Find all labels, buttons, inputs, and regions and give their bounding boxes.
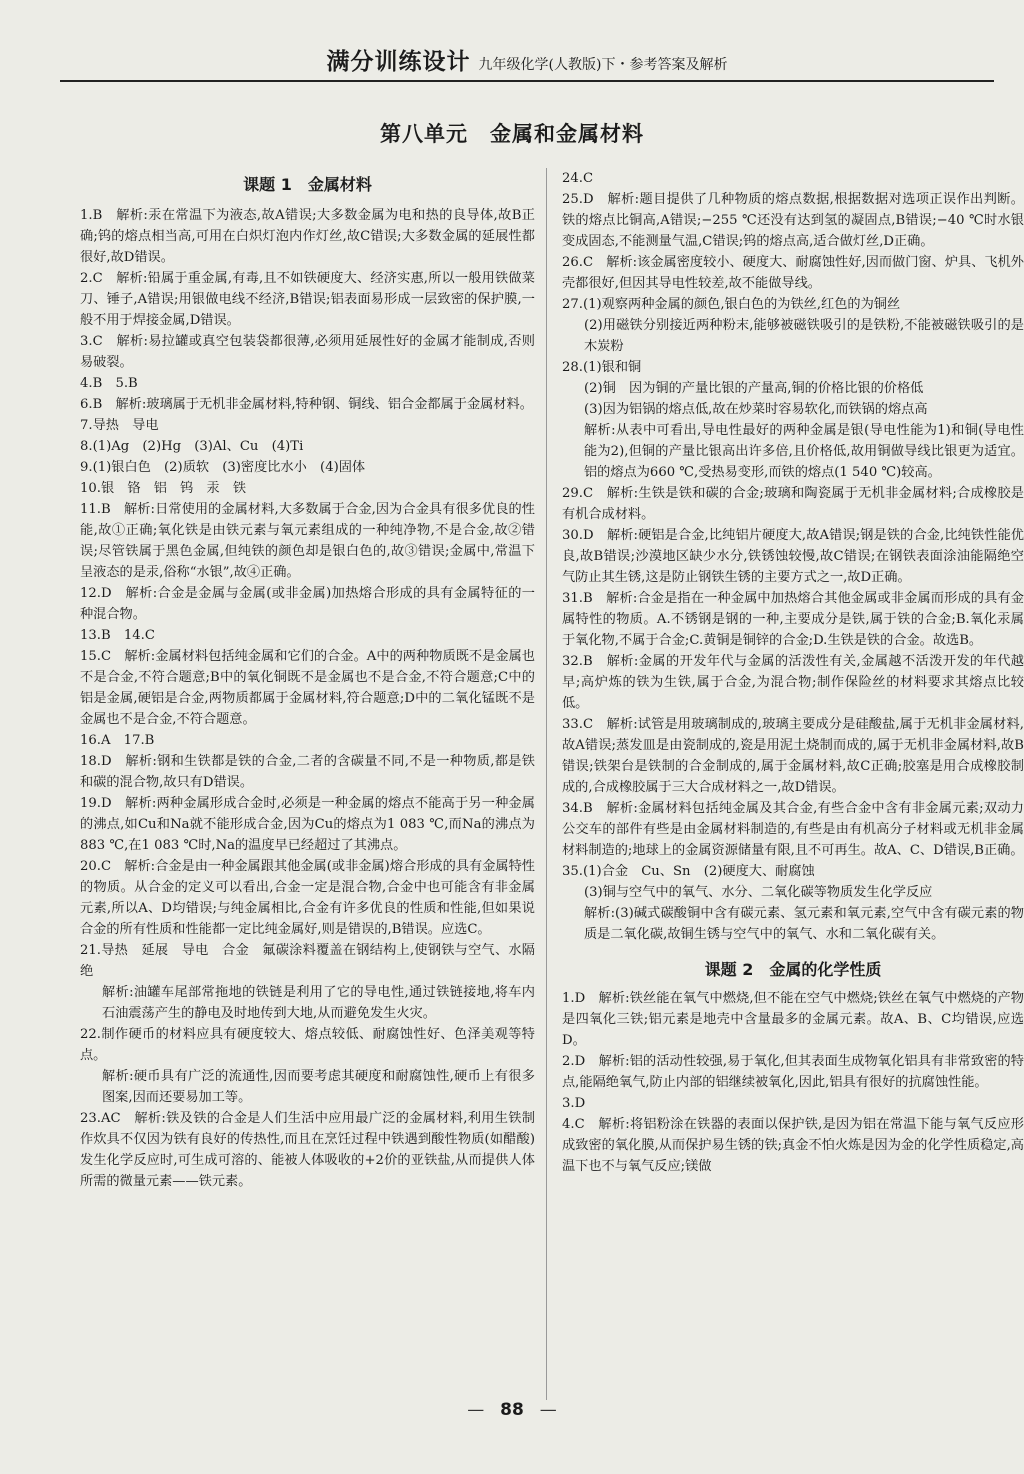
answer-item: 6.B 解析:玻璃属于无机非金属材料,特种钢、铜线、铝合金都属于金属材料。: [80, 397, 533, 412]
answer-item: 16.A 17.B: [80, 733, 155, 748]
answer-item: 2.D 解析:铝的活动性较强,易于氧化,但其表面生成物氧化铝具有非常致密的特点,能隔绝氧气,防止内部的铝继续被氧化,因此,铝具有很好的抗腐蚀性能。: [562, 1054, 1024, 1090]
answer-item: 35.(1)合金 Cu、Sn (2)硬度大、耐腐蚀: [562, 864, 815, 879]
answer-item: 4.C 解析:将铝粉涂在铁器的表面以保护铁,是因为铝在常温下能与氧气反应形成致密的氧化膜,从而保护易生锈的铁;真金不怕火炼是因为金的化学性质稳定,高温下也不与氧气反应;镁做: [562, 1117, 1024, 1174]
answer-item: 8.(1)Ag (2)Hg (3)Al、Cu (4)Ti: [80, 439, 304, 454]
right-column: [562, 168, 1024, 1177]
answer-explanation: 解析:(3)碱式碳酸铜中含有碳元素、氢元素和氧元素,空气中含有碳元素的物质是二氧化碳,故铜生锈与空气中的氧气、水和二氧化碳有关。: [584, 906, 1024, 942]
left-column: [80, 168, 535, 1192]
answer-explanation: 解析:硬币具有广泛的流通性,因而要考虑其硬度和耐腐蚀性,硬币上有很多图案,因而还要易加工等。: [102, 1069, 535, 1105]
answer-subpart: (2)用磁铁分别接近两种粉末,能够被磁铁吸引的是铁粉,不能被磁铁吸引的是木炭粉: [584, 318, 1024, 354]
answer-item: 1.B 解析:汞在常温下为液态,故A错误;大多数金属为电和热的良导体,故B正确;钨的熔点相当高,可用在白炽灯泡内作灯丝,故C错误;大多数金属的延展性都很好,故D错误。: [80, 208, 535, 265]
answer-item: 9.(1)银白色 (2)质软 (3)密度比水小 (4)固体: [80, 460, 366, 475]
answer-item: 1.D 解析:铁丝能在氧气中燃烧,但不能在空气中燃烧;铁丝在氧气中燃烧的产物是四氧化三铁;铝元素是地壳中含量最多的金属元素。故A、B、C均错误,应选D。: [562, 991, 1024, 1048]
answer-item: 32.B 解析:金属的开发年代与金属的活泼性有关,金属越不活泼开发的年代越早;高炉炼的铁为生铁,属于合金,为混合物;制作保险丝的材料要求其熔点比较低。: [562, 654, 1024, 711]
answer-item: 33.C 解析:试管是用玻璃制成的,玻璃主要成分是硅酸盐,属于无机非金属材料,故A错误;蒸发皿是由瓷制成的,瓷是用泥土烧制而成的,属于无机非金属材料,故B错误;铁架台是铁制的合金制成的,属于金属材料,故C正确;胶塞是用合成橡胶制成的,合成橡胶属于三大合成材料之一,故D错误。: [562, 717, 1024, 795]
lesson-title-2: 课题 2 金属的化学性质: [704, 960, 882, 979]
answer-item: 2.C 解析:铅属于重金属,有毒,且不如铁硬度大、经济实惠,所以一般用铁做菜刀、锤子,A错误;用银做电线不经济,B错误;铝表面易形成一层致密的保护膜,一般不用于焊接金属,D错误。: [80, 271, 535, 328]
answer-item: 25.D 解析:题目提供了几种物质的熔点数据,根据数据对选项正误作出判断。铁的熔点比铜高,A错误;−255 ℃还没有达到氢的凝固点,B错误;−40 ℃时水银变成固态,不能测量气温,C错误;钨的熔点高,适合做灯丝,D正确。: [562, 192, 1024, 249]
answer-item: 28.(1)银和铜: [562, 360, 642, 375]
answer-subpart: (3)因为铝锅的熔点低,故在炒菜时容易软化,而铁锅的熔点高: [584, 402, 928, 417]
unit-title: 第八单元 金属和金属材料: [380, 122, 644, 146]
column-divider: [546, 168, 547, 1400]
answer-item: 20.C 解析:合金是由一种金属跟其他金属(或非金属)熔合形成的具有金属特性的物质。从合金的定义可以看出,合金一定是混合物,合金中也可能含有非金属元素,所以A、D均错误;与纯金属相比,合金有许多优良的性质和性能,但如果说合金的所有性质和性能都一定比纯金属好,则是错误的,B错误。应选C。: [80, 859, 535, 937]
answer-item: 34.B 解析:金属材料包括纯金属及其合金,有些合金中含有非金属元素;双动力公交车的部件有些是由金属材料制造的,有些是由有机高分子材料或无机非金属材料制造的;地球上的金属资源储量有限,且不可再生。故A、C、D错误,B正确。: [562, 801, 1024, 858]
header-subtitle: 九年级化学(人教版)下・参考答案及解析: [478, 57, 728, 73]
answer-item: 10.银 铬 铝 钨 汞 铁: [80, 481, 247, 496]
answer-item: 18.D 解析:钢和生铁都是铁的合金,二者的含碳量不同,不是一种物质,都是铁和碳的混合物,故只有D错误。: [80, 754, 535, 790]
answer-item: 19.D 解析:两种金属形成合金时,必须是一种金属的熔点不能高于另一种金属的沸点,如Cu和Na就不能形成合金,因为Cu的熔点为1 083 ℃,而Na的沸点为883 ℃,在1 083 ℃时,Na的温度早已经超过了其沸点。: [80, 796, 535, 853]
answer-item: 27.(1)观察两种金属的颜色,银白色的为铁丝,红色的为铜丝: [562, 297, 901, 312]
answer-subpart: (3)铜与空气中的氧气、水分、二氧化碳等物质发生化学反应: [584, 885, 933, 900]
answer-item: 12.D 解析:合金是金属与金属(或非金属)加热熔合形成的具有金属特征的一种混合物。: [80, 586, 535, 622]
page-number: [0, 1400, 1024, 1420]
answer-subpart: (2)铜 因为铜的产量比银的产量高,铜的价格比银的价格低: [584, 381, 924, 396]
answer-item: 30.D 解析:硬铝是合金,比纯铝片硬度大,故A错误;钢是铁的合金,比纯铁性能优良,故B错误;沙漠地区缺少水分,铁锈蚀较慢,故C错误;在钢铁表面涂油能隔绝空气防止其生锈,这是防止钢铁生锈的主要方式之一,故D正确。: [562, 528, 1024, 585]
page-number-value: 88: [500, 1400, 524, 1420]
answer-item: 21.导热 延展 导电 合金 氟碳涂料覆盖在钢结构上,使钢铁与空气、水隔绝: [80, 943, 535, 979]
answer-explanation: 解析:油罐车尾部常拖地的铁链是利用了它的导电性,通过铁链接地,将车内石油震荡产生的静电及时地传到大地,从而避免发生火灾。: [102, 985, 535, 1021]
answer-item: 4.B 5.B: [80, 376, 138, 391]
page-number-dash-left: —: [467, 1400, 485, 1420]
answer-item: 3.D: [562, 1096, 586, 1111]
answer-item: 24.C: [562, 171, 594, 186]
answer-item: 13.B 14.C: [80, 628, 155, 643]
answer-item: 23.AC 解析:铁及铁的合金是人们生活中应用最广泛的金属材料,利用生铁制作炊具不仅因为铁有良好的传热性,而且在烹饪过程中铁遇到酸性物质(如醋酸)发生化学反应时,可生成可溶的、能被人体吸收的+2价的亚铁盐,从而提供人体所需的微量元素——铁元素。: [80, 1111, 535, 1189]
answer-item: 26.C 解析:该金属密度较小、硬度大、耐腐蚀性好,因而做门窗、炉具、飞机外壳都很好,但因其导电性较差,故不能做导线。: [562, 255, 1024, 291]
header-brand: 满分训练设计: [326, 49, 471, 75]
answer-item: 31.B 解析:合金是指在一种金属中加热熔合其他金属或非金属而形成的具有金属特性的物质。A.不锈钢是钢的一种,主要成分是铁,属于铁的合金;B.氧化汞属于氧化物,不属于合金;C.黄铜是铜锌的合金;D.生铁是铁的合金。故选B。: [562, 591, 1024, 648]
answer-item: 11.B 解析:日常使用的金属材料,大多数属于合金,因为合金具有很多优良的性能,故①正确;氧化铁是由铁元素与氧元素组成的一种纯净物,不是合金,故②错误;尽管铁属于黑色金属,但纯铁的颜色却是银白色的,故③错误;金属中,常温下呈液态的是汞,俗称“水银”,故④正确。: [80, 502, 535, 580]
answer-item: 29.C 解析:生铁是铁和碳的合金;玻璃和陶瓷属于无机非金属材料;合成橡胶是有机合成材料。: [562, 486, 1024, 522]
answer-item: 3.C 解析:易拉罐或真空包装袋都很薄,必须用延展性好的金属才能制成,否则易破裂。: [80, 334, 535, 370]
page-number-dash-right: —: [539, 1400, 557, 1420]
page-header: [60, 40, 994, 82]
answer-item: 15.C 解析:金属材料包括纯金属和它们的合金。A中的两种物质既不是金属也不是合金,不符合题意;B中的氧化铜既不是金属也不是合金,不符合题意;C中的铝是金属,硬铝是合金,两物质都属于金属材料,符合题意;D中的二氧化锰既不是金属也不是合金,不符合题意。: [80, 649, 535, 727]
answer-item: 22.制作硬币的材料应具有硬度较大、熔点较低、耐腐蚀性好、色泽美观等特点。: [80, 1027, 535, 1063]
answer-item: 7.导热 导电: [80, 418, 159, 433]
answer-explanation: 解析:从表中可看出,导电性最好的两种金属是银(导电性能为1)和铜(导电性能为2),但铜的产量比银高出许多倍,且价格低,故用铜做导线比银更为适宜。铝的熔点为660 ℃,受热易变形,而铁的熔点(1 540 ℃)较高。: [584, 423, 1024, 480]
lesson-title-1: 课题 1 金属材料: [243, 175, 372, 194]
